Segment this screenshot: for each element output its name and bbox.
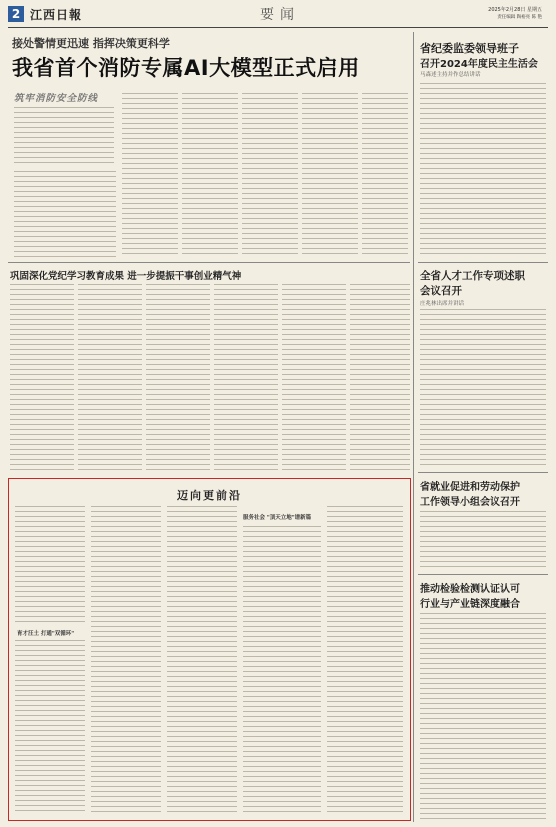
- right-top-headline-2: 召开2024年度民主生活会: [420, 59, 538, 70]
- party-col-1: [10, 283, 74, 473]
- lead-column-1: [122, 92, 178, 258]
- lead-kicker: 接处警情更迅速 指挥决策更科学: [12, 37, 170, 50]
- party-headline: 巩固深化党纪学习教育成果 进一步提振干事创业精气神: [10, 271, 242, 282]
- lead-bottom-rule: [8, 262, 410, 263]
- right-bottom-headline-2: 行业与产业链深度融合: [420, 599, 520, 610]
- party-col-3: [146, 283, 210, 473]
- lead-column-2: [182, 92, 238, 258]
- lead-column-3: [242, 92, 298, 258]
- lead-headline: 我省首个消防专属AI大模型正式启用: [12, 56, 360, 80]
- right-lower-body: [420, 510, 546, 570]
- right-bottom-rule: [418, 574, 548, 575]
- right-top-body: [420, 82, 546, 257]
- feature-title: 迈向更前沿: [177, 489, 242, 502]
- masthead: [8, 4, 548, 26]
- right-lower-rule: [418, 472, 548, 473]
- right-mid-byline: 庄兆林出席并讲话: [420, 301, 465, 307]
- column-divider: [413, 32, 414, 822]
- right-bottom-body: [420, 612, 546, 822]
- masthead-rule: [8, 27, 548, 28]
- feature-subhead-2: 服务社会 "顶天立地"谱新篇: [243, 515, 312, 521]
- right-top-byline: 马森述主持并作总结讲话: [420, 72, 481, 78]
- feature-col-4: [243, 525, 321, 814]
- feature-col-1: [15, 505, 85, 625]
- feature-box: [8, 478, 411, 821]
- right-lower-headline-1: 省就业促进和劳动保护: [420, 482, 520, 493]
- right-mid-rule: [418, 262, 548, 263]
- sidebar-title: 筑牢消防安全防线: [14, 93, 99, 104]
- issue-date: 2025年2月28日 星期五: [488, 7, 542, 13]
- feature-col-5: [327, 505, 403, 814]
- lead-left-text: [14, 170, 116, 258]
- right-bottom-headline-1: 推动检验检测认证认可: [420, 584, 520, 595]
- party-col-4: [214, 283, 278, 473]
- right-top-headline-1: 省纪委监委领导班子: [420, 42, 519, 55]
- editors-credit: 责任编辑 陶裕亮 陈 艳: [497, 15, 542, 20]
- lead-column-5: [362, 92, 408, 258]
- right-mid-headline-1: 全省人才工作专项述职: [420, 270, 525, 282]
- feature-col-2: [91, 505, 161, 814]
- feature-subhead-1: 育才汪土 打通"双循环": [17, 631, 75, 637]
- sidebar-text: [14, 106, 114, 164]
- party-col-5: [282, 283, 346, 473]
- lead-column-4: [302, 92, 358, 258]
- party-col-6: [350, 283, 410, 473]
- feature-col-3: [167, 505, 237, 814]
- feature-col-1b: [15, 639, 85, 814]
- section-title: 要闻: [260, 7, 300, 23]
- right-mid-headline-2: 会议召开: [420, 285, 462, 297]
- paper-name: 江西日報: [30, 8, 83, 22]
- page-number: 2: [8, 6, 24, 22]
- right-lower-headline-2: 工作领导小组会议召开: [420, 497, 520, 508]
- party-col-2: [78, 283, 142, 473]
- right-mid-body: [420, 308, 546, 468]
